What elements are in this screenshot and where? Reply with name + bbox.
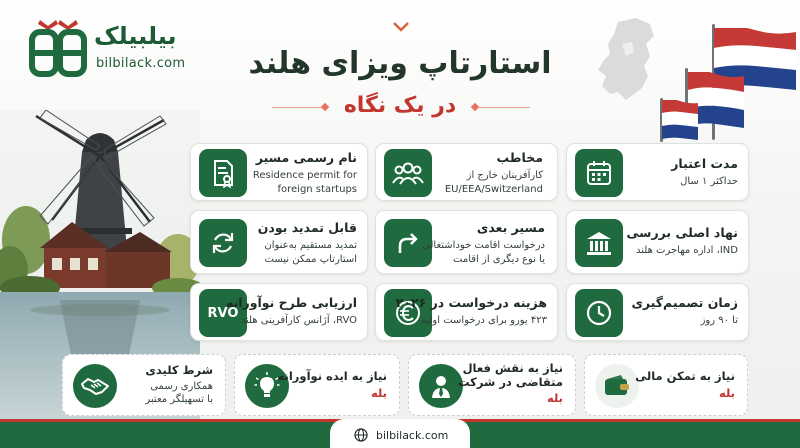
- requirement-text: [458, 361, 563, 405]
- info-card-body-line2: EU/EEA/Switzerland: [444, 184, 543, 195]
- rvo-icon-label: RVO: [207, 305, 239, 321]
- brand-logo[interactable]: [10, 6, 190, 86]
- info-card-title: مخاطب: [496, 150, 543, 165]
- globe-icon: [354, 428, 368, 442]
- info-card-fee: [375, 283, 558, 341]
- requirement-question: نیاز به ایده نوآورانه: [277, 369, 387, 383]
- info-card-body: IND، اداره مهاجرت هلند: [636, 245, 738, 256]
- requirement-question: نیاز به نقش فعال: [462, 361, 563, 375]
- refresh-icon: [199, 219, 247, 267]
- info-card-title: مدت اعتبار: [671, 156, 738, 171]
- info-card-text: [258, 220, 357, 267]
- info-card-body: RVO، آژانس کارآفرینی هلند: [240, 315, 357, 326]
- requirement-answer: بله: [547, 391, 563, 405]
- requirement-answer: بله: [719, 386, 735, 400]
- info-card-text: [226, 295, 357, 328]
- info-card-body: درخواست اقامت خوداشتغالی: [422, 240, 545, 251]
- info-card-body-line2: یا نوع دیگری از اقامت: [453, 254, 545, 265]
- info-card-body: Residence permit for: [252, 170, 357, 181]
- requirement-text: [278, 369, 387, 400]
- subtitle-divider-left: [272, 107, 324, 108]
- requirement-card-active-role: [408, 354, 576, 416]
- person-tie-icon: [419, 364, 463, 408]
- requirement-question: شرط کلیدی: [145, 363, 213, 377]
- info-card-text: [422, 220, 545, 267]
- info-card-text: [671, 156, 738, 189]
- info-card-title: قابل تمدید بودن: [257, 220, 357, 235]
- info-card-next-path: [375, 210, 558, 274]
- subtitle-divider-right: [478, 107, 530, 108]
- requirement-answer: بله: [371, 386, 387, 400]
- info-card-title: نهاد اصلی بررسی: [626, 225, 738, 240]
- info-card-title: مسیر بعدی: [476, 220, 545, 235]
- bilbilack-logo-icon: [28, 16, 88, 78]
- brand-name: بیلبیلک: [94, 22, 177, 50]
- info-card-title: ارزیابی طرح نوآورانه: [225, 295, 357, 310]
- info-card-body-line2: foreign startups: [277, 184, 357, 195]
- requirement-question: نیاز به تمکن مالی: [635, 369, 735, 383]
- info-card-text: [253, 150, 357, 197]
- footer-url-link[interactable]: bilbilack.com: [376, 429, 449, 442]
- page-title: استارتاپ ویزای هلند: [248, 46, 552, 81]
- people-icon: [384, 149, 432, 197]
- info-card-title: هزینه درخواست در ۲۰۲۶: [395, 295, 547, 310]
- info-card-innovation: [190, 283, 368, 341]
- info-card-body: حداکثر ۱ سال: [680, 176, 738, 187]
- info-card-text: [445, 150, 543, 197]
- requirement-detail-line2: با تسهیلگر معتبر: [145, 394, 213, 405]
- subtitle-divider-dot-left: [321, 103, 329, 111]
- netherlands-map-icon: [588, 14, 668, 104]
- requirement-text: [635, 369, 735, 400]
- info-card-body: کارآفرینان خارج از: [466, 170, 543, 181]
- government-building-icon: [575, 219, 623, 267]
- info-card-text: [627, 225, 738, 258]
- info-card-title: نام رسمی مسیر: [255, 150, 357, 165]
- requirement-text: [145, 363, 213, 406]
- info-card-audience: [375, 143, 558, 201]
- wallet-icon: [595, 364, 639, 408]
- page-subtitle: در یک نگاه: [343, 93, 457, 118]
- info-card-body: ۴۲۳ یورو برای درخواست اولیه: [421, 315, 547, 326]
- info-card-validity: [566, 143, 749, 201]
- info-card-text: [396, 295, 547, 328]
- netherlands-flag-icon: [662, 100, 698, 140]
- info-card-title: زمان تصمیم‌گیری: [631, 295, 738, 310]
- handshake-icon: [73, 364, 117, 408]
- calendar-icon: [575, 149, 623, 197]
- requirement-question-line2: متقاضی در شرکت: [457, 375, 563, 389]
- info-card-text: [631, 295, 738, 328]
- subtitle-container: [330, 93, 470, 123]
- requirement-detail: همکاری رسمی: [150, 381, 213, 392]
- requirement-card-innovative-idea: [234, 354, 400, 416]
- info-card-authority: [566, 210, 749, 274]
- info-card-official-name: [190, 143, 368, 201]
- brand-url: bilbilack.com: [96, 56, 186, 71]
- requirement-card-key-condition: [62, 354, 226, 416]
- certificate-icon: [199, 149, 247, 197]
- info-card-body: تا ۹۰ روز: [700, 315, 738, 326]
- info-card-decision-time: [566, 283, 749, 341]
- info-card-body-line2: استارتاپ ممکن نیست: [264, 254, 357, 265]
- info-card-renewable: [190, 210, 368, 274]
- info-card-body: تمدید مستقیم به‌عنوان: [264, 240, 357, 251]
- chevron-down-icon: [393, 22, 409, 32]
- requirement-card-financial: [584, 354, 748, 416]
- clock-icon: [575, 289, 623, 337]
